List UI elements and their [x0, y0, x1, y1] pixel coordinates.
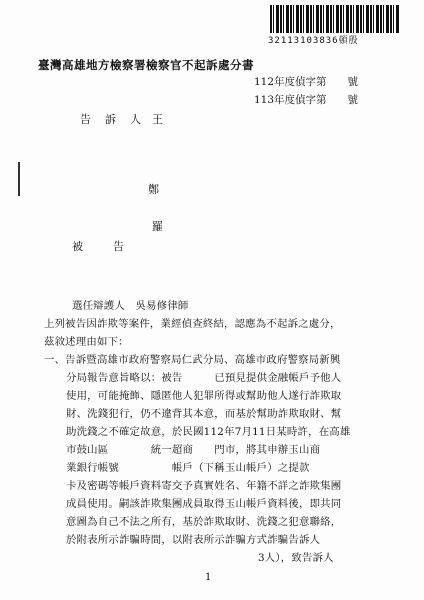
body-line: 茲敘述理由如下： — [44, 336, 129, 348]
document-title: 臺灣高雄地方檢察署檢察官不起訴處分書 — [38, 58, 254, 72]
body-line: 一、告訴暨高雄市政府警察局仁武分局、高雄市政府警察局新興 — [44, 354, 341, 366]
body-line: 意圖為自己不法之所有，基於詐欺取財、洗錢之犯意聯絡， — [66, 516, 342, 528]
party-name-2: 羅 — [152, 220, 163, 233]
body-line: 上列被告因詐欺等案件，業經偵查終結，認應為不起訴之處分， — [44, 318, 341, 330]
body-line: 助洗錢之不確定故意，於民國112年7月11日某時許，在高雄 — [66, 426, 351, 438]
barcode — [270, 5, 400, 33]
case-number-2: 113年度偵字第 號 — [254, 94, 359, 106]
party-name-1: 鄭 — [148, 183, 159, 196]
defendant-label: 被告 — [72, 240, 154, 253]
body-line: 市鼓山區 統一超商 門市，將其申辦玉山商 — [66, 444, 321, 456]
margin-mark — [18, 162, 20, 196]
body-line: 業銀行帳號 帳戶（下稱玉山帳戶）之提款 — [66, 462, 310, 474]
page-number: 1 — [205, 572, 212, 583]
body-line: 3人），致告訴人 — [258, 552, 334, 564]
body-line: 卡及密碼等帳戶資料寄交予真實姓名、年籍不詳之詐欺集團 — [66, 480, 342, 492]
body-line: 使用，可能掩飾、隱匿他人犯罪所得或幫助他人遂行詐欺取 — [66, 390, 342, 402]
complainant-name: 王 — [152, 113, 163, 126]
body-line: 財、洗錢犯行，仍不違背其本意，而基於幫助詐欺取財、幫 — [66, 408, 342, 420]
body-line: 分局報告意旨略以：被告 已預見提供金融帳戶予他人 — [66, 372, 342, 384]
body-line: 於附表所示詐騙時間，以附表所示詐騙方式詐騙告訴人 — [66, 534, 321, 546]
case-number-1: 112年度偵字第 號 — [254, 76, 359, 88]
body-line: 選任辯護人 吳易修律師 — [72, 300, 189, 312]
body-line: 成員使用。嗣該詐欺集團成員取得玉山帳戶資料後，即共同 — [66, 498, 342, 510]
complainant-label: 告訴人 — [80, 113, 155, 126]
barcode-number: 32113103836頓殷 — [268, 36, 359, 46]
